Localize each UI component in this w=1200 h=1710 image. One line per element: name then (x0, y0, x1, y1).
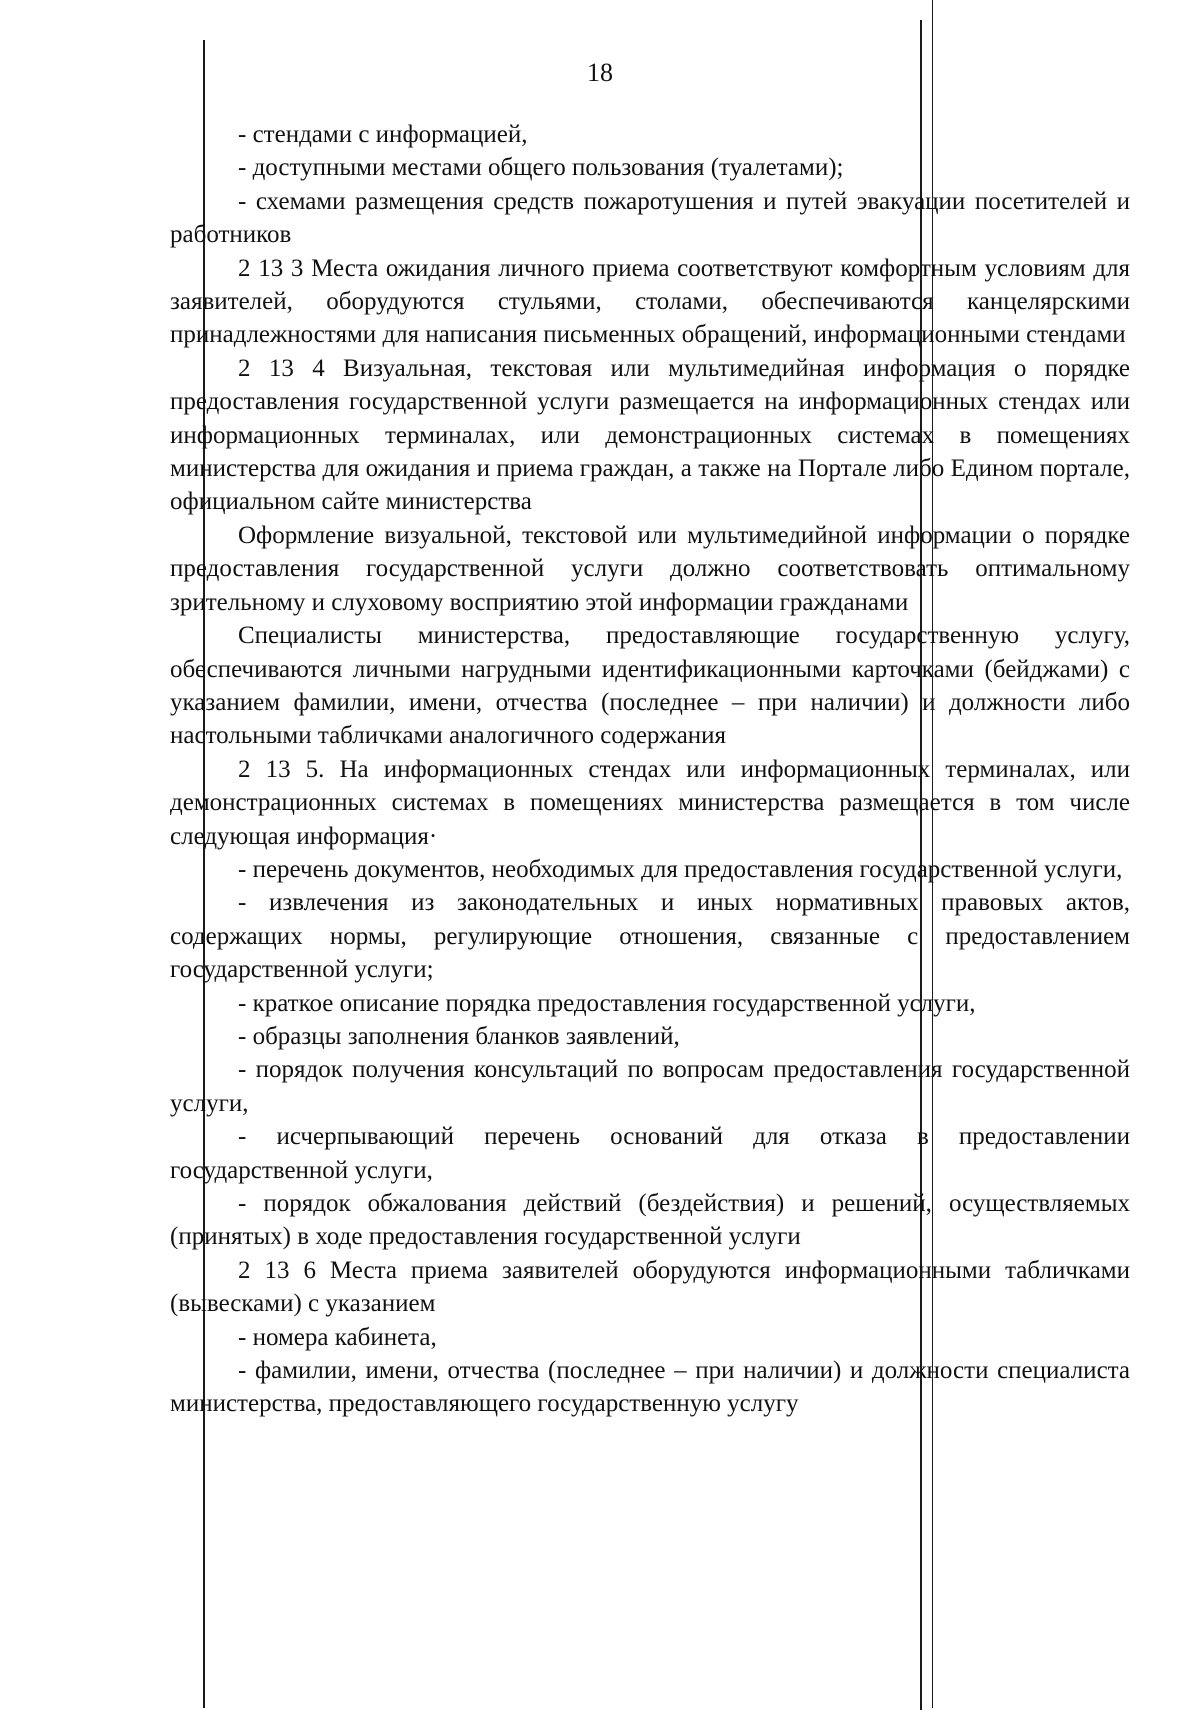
page-number: 18 (587, 58, 613, 87)
paragraph: - краткое описание порядка предоставления государственной услуги, (238, 989, 976, 1017)
paragraph: - схемами размещения средств пожаротушения и путей эвакуации посетителей и работников (170, 187, 1130, 249)
paragraph: - порядок обжалования действий (бездействия) и решений, осуществляемых (принятых) в ходе предоставления государственной услуги (170, 1190, 1130, 1251)
document-body (170, 118, 1130, 1421)
paragraph: 2 13 3 Места ожидания личного приема соответствуют комфортным условиям для заявителей, оборудуются стульями, столами, обеспечиваются канцелярскими принадлежностями для написания письменных обращений, информационными стендами (170, 254, 1130, 349)
paragraph: 2 13 4 Визуальная, текстовая или мультимедийная информация о порядке предоставления государственной услуги размещается на информационных стендах или информационных терминалах, или демонстрационных системах в помещениях министерства для ожидания и приема граждан, а также на Портале либо Едином портале, официальном сайте министерства (170, 354, 1130, 516)
paragraph: - стендами с информацией, (238, 121, 528, 148)
paragraph: 2 13 6 Места приема заявителей оборудуются информационными табличками (вывесками) с указанием (170, 1256, 1130, 1318)
paragraph: - извлечения из законодательных и иных нормативных правовых актов, содержащих нормы, регулирующие отношения, связанные с предоставлением государственной услуги; (170, 889, 1130, 984)
paragraph: - перечень документов, необходимых для предоставления государственной услуги, (238, 855, 1123, 883)
paragraph: Специалисты министерства, предоставляющие государственную услугу, обеспечиваются личными нагрудными идентификационными карточками (бейджами) с указанием фамилии, имени, отчества (последнее – при наличии) и должности либо настольными табличками аналогичного содержания (170, 622, 1130, 750)
paragraph: - доступными местами общего пользования (туалетами); (238, 154, 844, 182)
paragraph: - фамилии, имени, отчества (последнее – при наличии) и должности специалиста министерства, предоставляющего государственную услугу (170, 1357, 1130, 1418)
paragraph: - номера кабинета, (238, 1323, 437, 1351)
paragraph: 2 13 5. На информационных стендах или информационных терминалах, или демонстрационных системах в помещениях министерства размещается в том числе следующая информация· (170, 755, 1130, 850)
paragraph: Оформление визуальной, текстовой или мультимедийной информации о порядке предоставления государственной услуги должно соответствовать оптимальному зрительному и слуховому восприятию этой информации гражданами (170, 521, 1130, 616)
paragraph: - исчерпывающий перечень оснований для отказа в предоставлении государственной услуги, (170, 1123, 1130, 1184)
paragraph: - образцы заполнения бланков заявлений, (238, 1022, 680, 1050)
paragraph: - порядок получения консультаций по вопросам предоставления государственной услуги, (170, 1056, 1130, 1117)
